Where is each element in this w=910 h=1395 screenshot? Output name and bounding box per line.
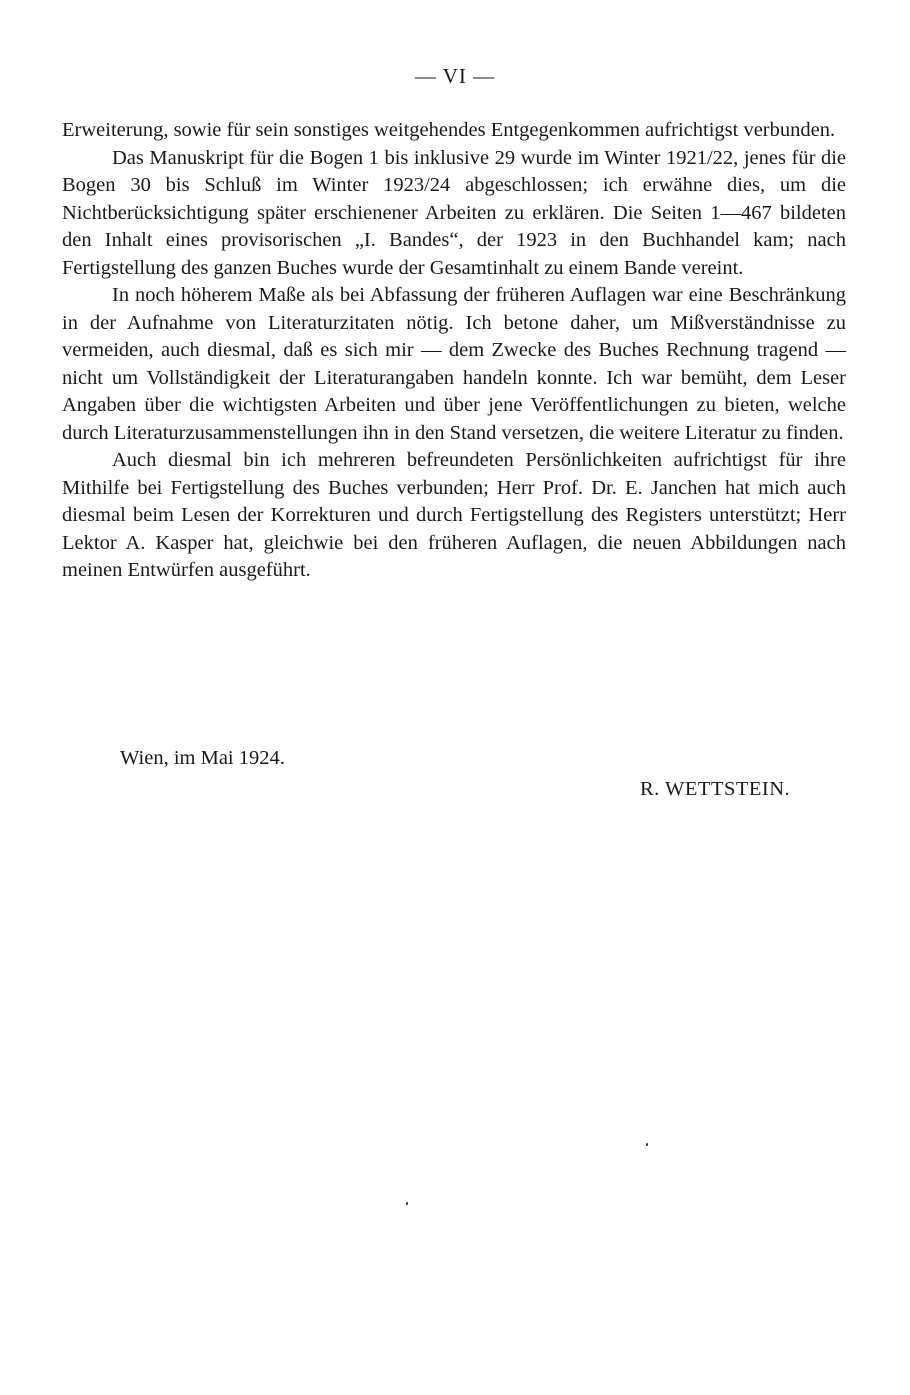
page-number: — VI —	[414, 64, 496, 88]
scan-speck	[646, 1143, 648, 1146]
paragraph-4: Auch diesmal bin ich mehreren befreundeten Persönlichkeiten aufrichtigst für ihre Mithilfe bei Fertigstellung des Buches verbunden; Herr Prof. Dr. E. Janchen hat mich auch diesmal beim Lesen der Korrekturen und durch Fertigstellung des Registers unterstützt; Herr Lektor A. Kasper hat, gleichwie bei den früheren Auflagen, die neuen Abbildungen nach meinen Entwürfen ausgeführt.	[62, 449, 846, 581]
author-signature: R. WETTSTEIN.	[640, 778, 791, 800]
paragraph-1: Erweiterung, sowie für sein sonstiges weitgehendes Entgegenkommen aufrichtigst verbunden.	[62, 119, 836, 141]
paragraph-2: Das Manuskript für die Bogen 1 bis inklusive 29 wurde im Winter 1921/22, jenes für die Bogen 30 bis Schluß im Winter 1923/24 abgeschlossen; ich erwähne dies, um die Nichtberücksichtigung später erschienener Arbeiten zu erklären. Die Seiten 1—467 bildeten den Inhalt eines provisorischen „I. Bandes“, der 1923 in den Buchhandel kam; nach Fertigstellung des ganzen Buches wurde der Gesamtinhalt zu einem Bande vereint.	[62, 146, 846, 279]
preface-body	[62, 117, 846, 585]
scan-speck	[406, 1202, 408, 1205]
paragraph-3: In noch höherem Maße als bei Abfassung der früheren Auflagen war eine Beschränkung in der Aufnahme von Literaturzitaten nötig. Ich betone daher, um Mißverständnisse zu vermeiden, auch diesmal, daß es sich mir — dem Zwecke des Buches Rechnung tragend — nicht um Vollständigkeit der Literaturangaben handeln konnte. Ich war bemüht, dem Leser Angaben über die wichtigsten Arbeiten und über jene Veröffentlichungen zu bieten, welche durch Literaturzusammenstellungen ihn in den Stand versetzen, die weitere Literatur zu finden.	[62, 284, 846, 444]
place-and-date: Wien, im Mai 1924.	[120, 747, 285, 769]
